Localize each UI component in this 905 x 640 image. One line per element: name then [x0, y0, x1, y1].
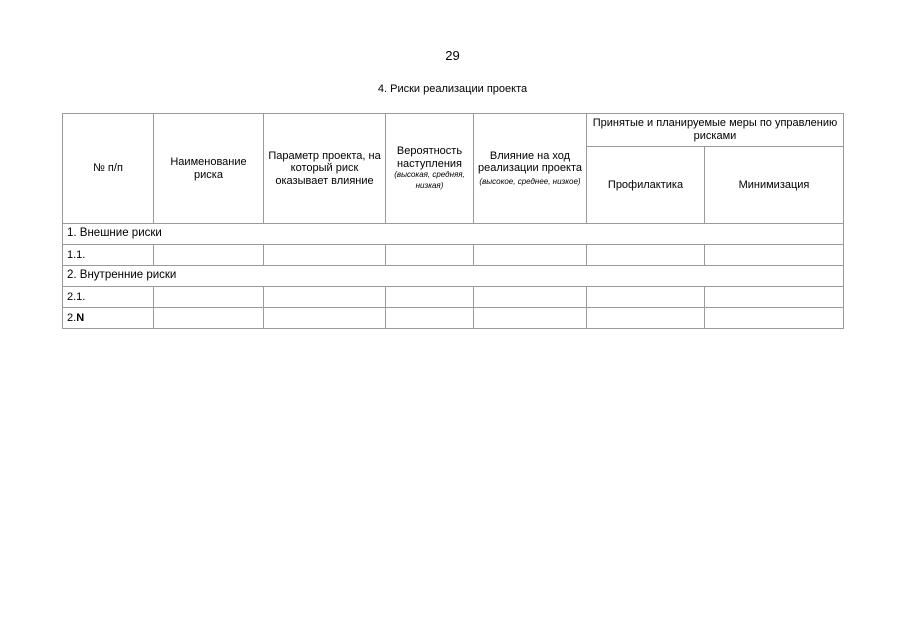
table-row-section-external — [63, 224, 844, 245]
row-label: 2. Внутренние риски — [63, 266, 844, 287]
header-name: Наименование риска — [154, 114, 264, 224]
table-cell — [264, 245, 386, 266]
table-cell — [154, 245, 264, 266]
header-probability-label: Вероятность наступления — [396, 145, 463, 170]
table-cell — [587, 287, 705, 308]
header-number: № п/п — [63, 114, 154, 224]
row-label: 1.1. — [63, 245, 154, 266]
header-minimization: Минимизация — [705, 147, 844, 224]
table-header-row — [63, 114, 844, 147]
table-row — [63, 287, 844, 308]
table-cell — [154, 287, 264, 308]
table-cell — [264, 287, 386, 308]
section-title: 4. Риски реализации проекта — [377, 83, 528, 95]
table-cell — [474, 287, 587, 308]
table-cell — [587, 308, 705, 329]
table-cell — [474, 245, 587, 266]
table-row-section-internal — [63, 266, 844, 287]
row-label-prefix: 2. — [67, 311, 77, 324]
header-impact-hint: (высокое, среднее, низкое) — [479, 176, 581, 186]
header-measures: Принятые и планируемые меры по управлению рисками — [587, 114, 844, 147]
table-cell — [705, 308, 844, 329]
header-impact — [474, 114, 587, 224]
header-parameter: Параметр проекта, на который риск оказывает влияние — [264, 114, 386, 224]
risk-table — [62, 113, 844, 329]
row-label — [63, 308, 154, 329]
table-cell — [386, 308, 474, 329]
row-label: 1. Внешние риски — [63, 224, 844, 245]
table-cell — [386, 245, 474, 266]
table-cell — [587, 245, 705, 266]
header-prevention: Профилактика — [587, 147, 705, 224]
table-cell — [386, 287, 474, 308]
header-probability — [386, 114, 474, 224]
table-row — [63, 245, 844, 266]
row-label: 2.1. — [63, 287, 154, 308]
table-cell — [474, 308, 587, 329]
row-label-suffix: N — [76, 311, 85, 324]
header-probability-hint: (высокая, средняя, низкая) — [394, 170, 465, 191]
page-number: 29 — [445, 48, 460, 63]
table-cell — [705, 287, 844, 308]
header-impact-label: Влияние на ход реализации проекта — [477, 149, 582, 175]
table-cell — [264, 308, 386, 329]
table-row — [63, 308, 844, 329]
table-cell — [705, 245, 844, 266]
table-cell — [154, 308, 264, 329]
